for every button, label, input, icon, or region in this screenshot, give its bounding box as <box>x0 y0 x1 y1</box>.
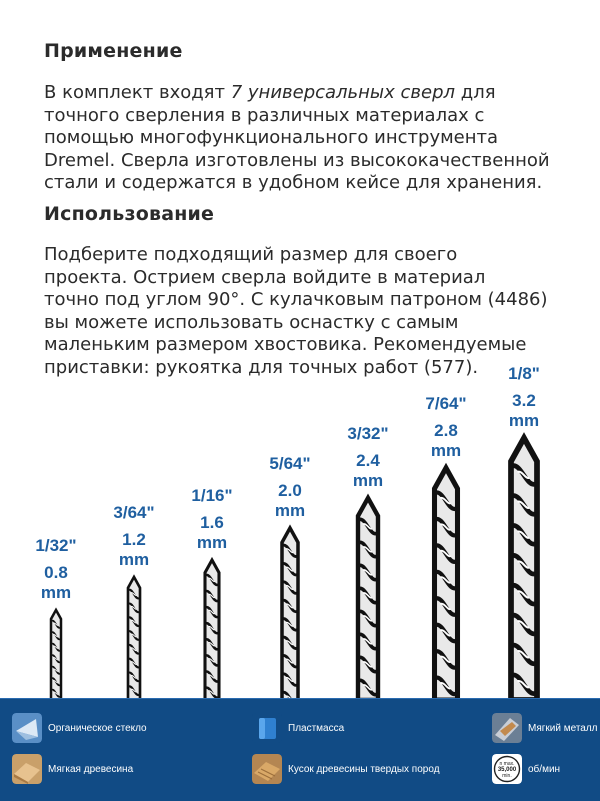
heading-application: Применение <box>44 40 183 62</box>
drill-bit <box>435 468 458 700</box>
drill-mm-unit: mm <box>118 550 150 569</box>
usage-line-4: вы можете использовать оснастку с самым <box>44 311 459 333</box>
drill-inch-label: 1/16" <box>191 486 233 505</box>
application-line-5: стали и содержатся в удобном кейсе для хранения. <box>44 172 543 194</box>
application-line-4: Dremel. Сверла изготовлены из высококачественной <box>44 149 550 171</box>
drill-mm-value: 2.0 <box>278 481 302 500</box>
soft-metal-icon <box>492 713 522 743</box>
legend-soft-metal: Мягкий металл <box>492 713 598 743</box>
drill-mm-unit: mm <box>508 411 540 430</box>
legend-hard-wood: Кусок древесины твердых пород <box>252 754 440 784</box>
drill-bit <box>128 577 140 700</box>
hard-wood-icon <box>252 754 282 784</box>
drill-bit <box>511 438 537 700</box>
soft-wood-icon <box>12 754 42 784</box>
drill-mm-unit: mm <box>352 471 384 490</box>
usage-line-3: точно под углом 90°. С кулачковым патроном (4486) <box>44 289 548 311</box>
drill-mm-unit: mm <box>274 501 306 520</box>
application-line-1: В комплект входят 7 универсальных сверл для <box>44 82 496 103</box>
heading-usage: Использование <box>44 203 215 225</box>
drill-inch-label: 3/64" <box>113 503 155 522</box>
drill-bit <box>282 528 298 700</box>
rpm-badge-icon <box>492 754 522 784</box>
drill-mm-unit: mm <box>430 441 462 460</box>
usage-line-6: приставки: рукоятка для точных работ (577). <box>44 356 479 378</box>
drill-bit <box>358 498 378 700</box>
drill-mm-unit: mm <box>196 533 228 552</box>
drill-count-emphasis: 7 универсальных сверл <box>230 82 456 103</box>
legend-rpm: n max. 35,000 min. об/мин <box>492 754 560 784</box>
legend-soft-wood: Мягкая древесина <box>12 754 133 784</box>
drill-bit <box>51 610 61 700</box>
rpm-badge-line-2: 35,000 <box>497 767 517 773</box>
drill-inch-label: 7/64" <box>425 394 467 413</box>
application-line-3: помощью многофункционального инструмента <box>44 127 499 149</box>
drill-inch-label: 3/32" <box>347 424 389 443</box>
plastic-icon <box>252 713 282 743</box>
rpm-badge-line-1: n max. <box>499 761 515 767</box>
usage-line-1: Подберите подходящий размер для своего <box>44 244 458 265</box>
drill-mm-unit: mm <box>40 583 72 602</box>
usage-line-2: проекта. Острием сверла войдите в материал <box>44 266 486 288</box>
drill-inch-label: 1/8" <box>508 364 540 383</box>
drill-inch-label: 1/32" <box>35 536 77 555</box>
rpm-badge-line-3: min. <box>502 773 512 779</box>
plexiglass-icon <box>12 713 42 743</box>
drill-bits-illustration <box>0 360 600 700</box>
legend-plexiglass: Органическое стекло <box>12 713 147 743</box>
drill-mm-value: 1.2 <box>122 530 146 549</box>
drill-mm-value: 2.4 <box>356 451 380 470</box>
drill-mm-value: 1.6 <box>200 513 224 532</box>
drill-mm-value: 2.8 <box>434 421 458 440</box>
drill-bit <box>205 560 219 700</box>
drill-inch-label: 5/64" <box>269 454 311 473</box>
usage-line-5: маленьким размером хвостовика. Рекомендуемые <box>44 334 527 356</box>
materials-legend <box>0 698 600 801</box>
drill-mm-value: 3.2 <box>512 391 536 410</box>
application-line-2: точного сверления в различных материалах с <box>44 104 485 126</box>
legend-plastic: Пластмасса <box>252 713 344 743</box>
drill-mm-value: 0.8 <box>44 563 68 582</box>
application-text <box>44 82 584 195</box>
